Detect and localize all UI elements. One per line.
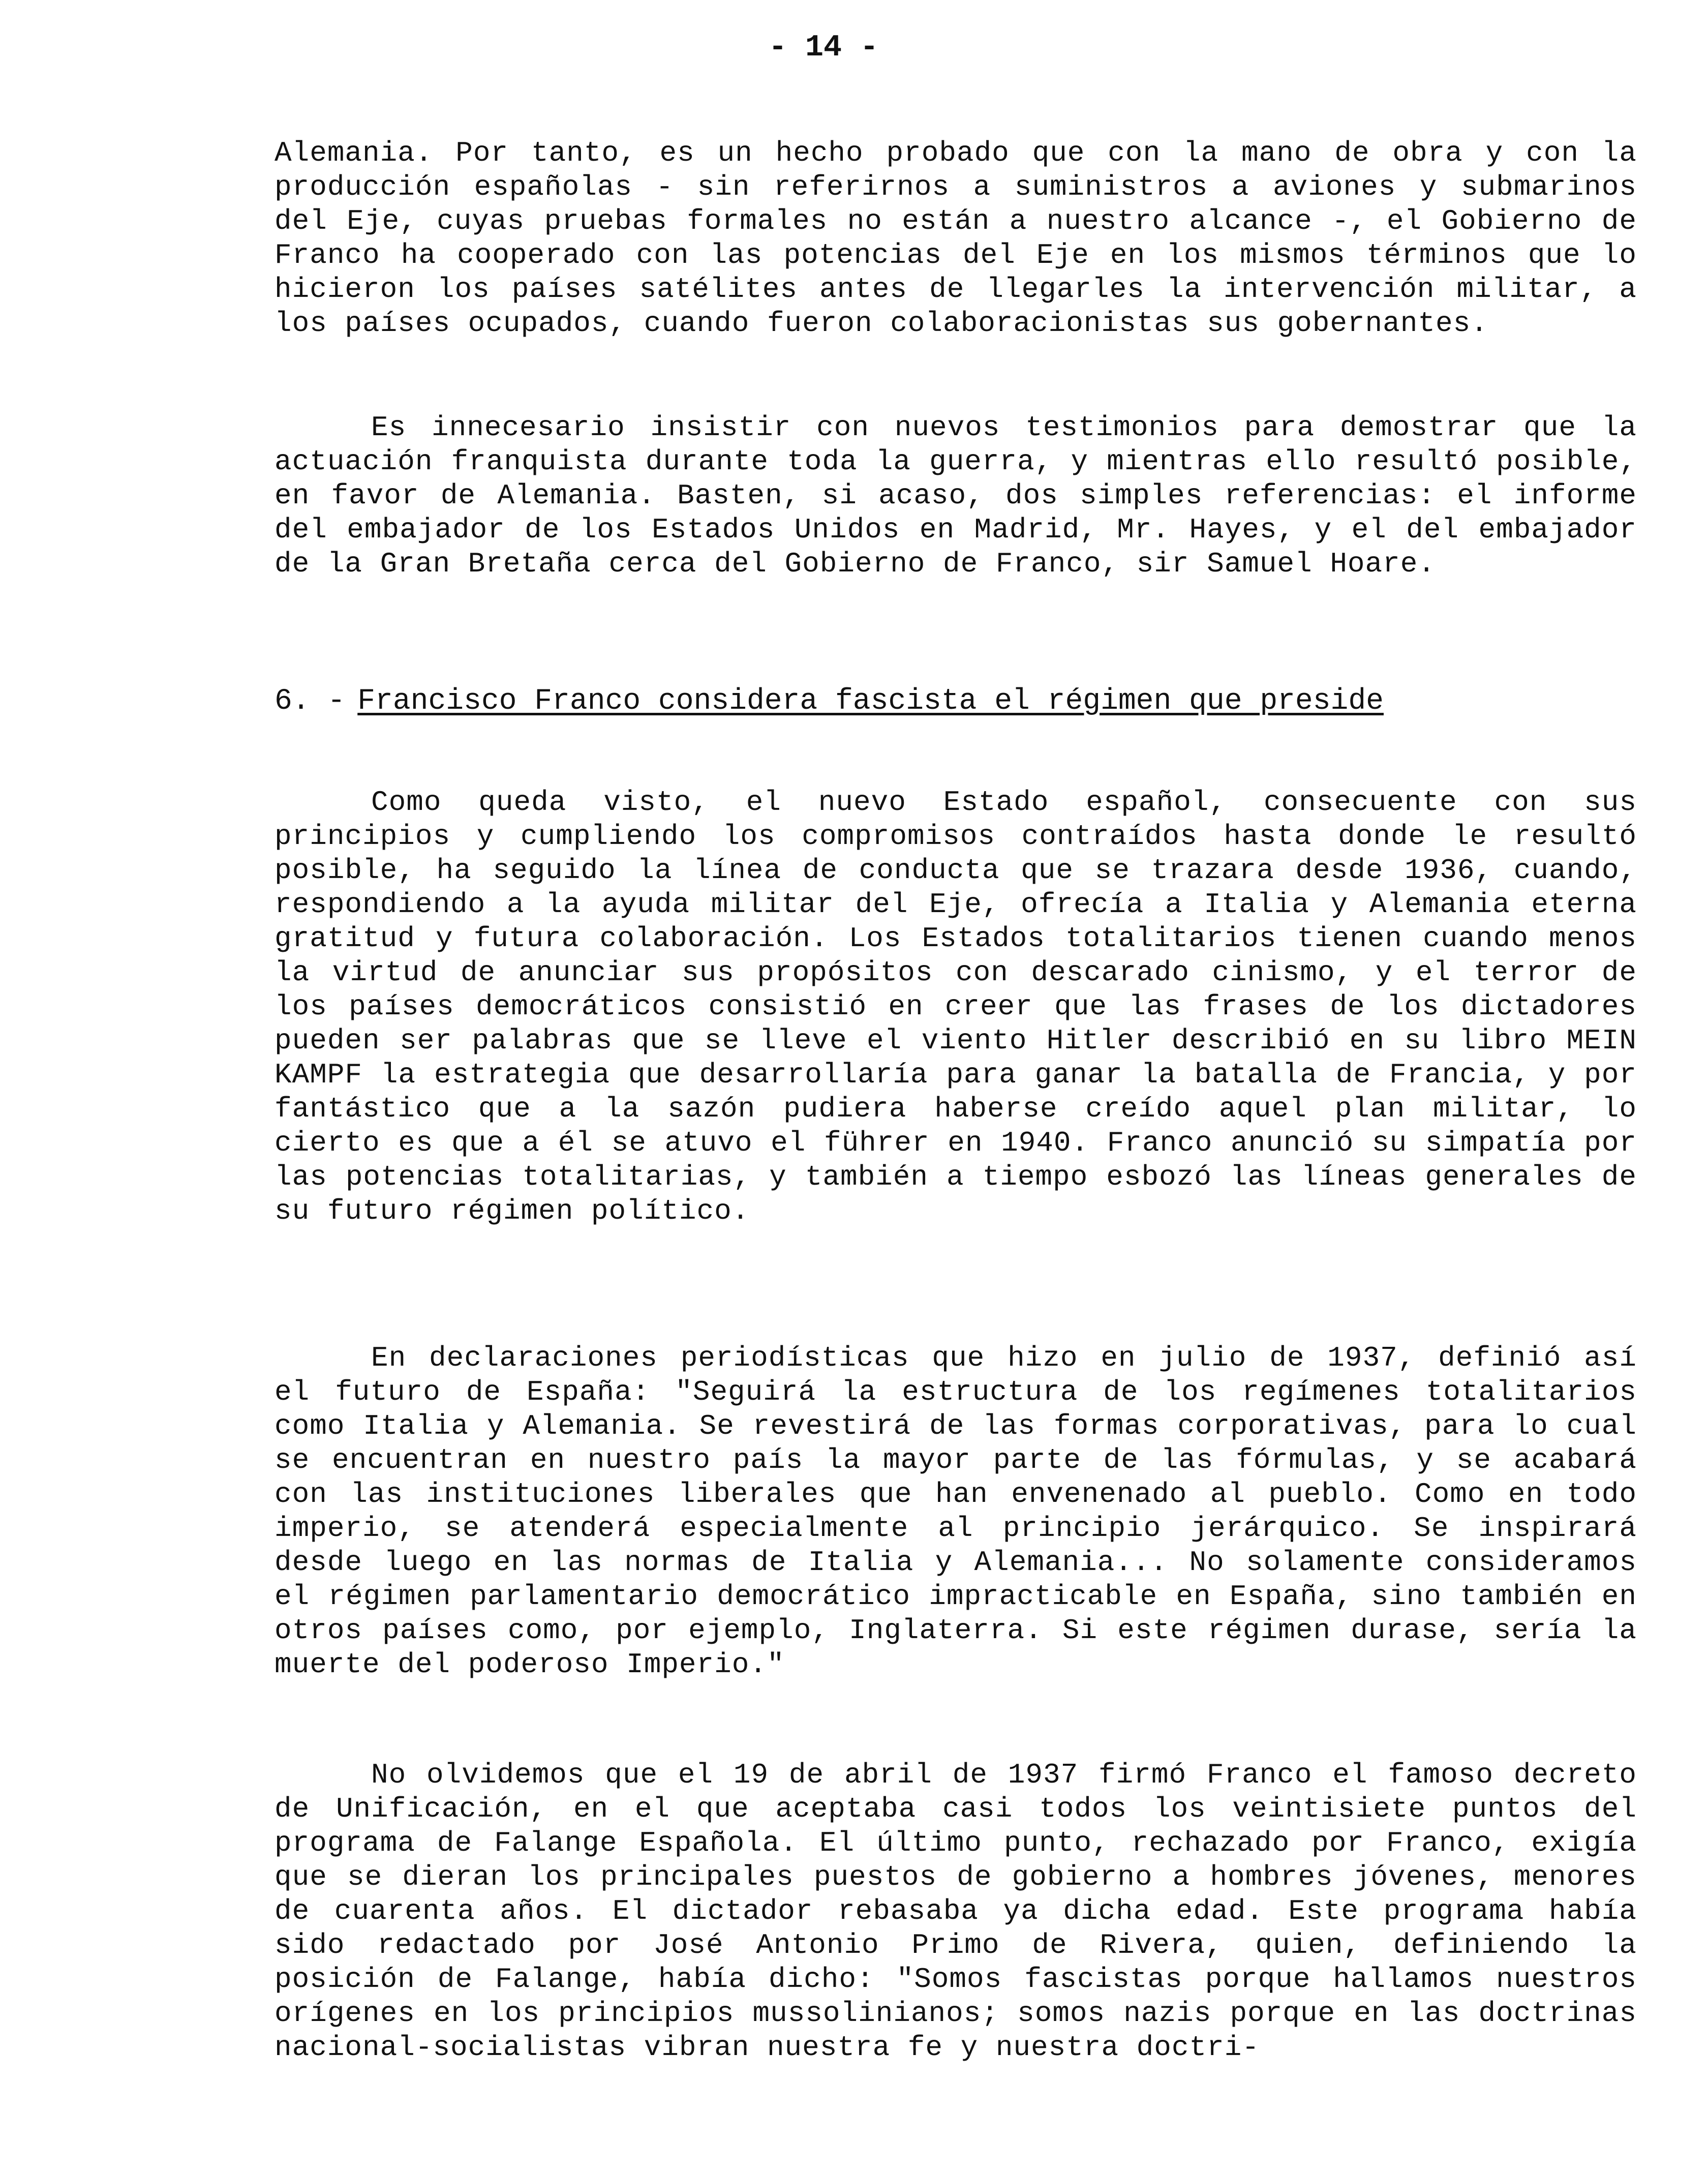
section-heading xyxy=(274,684,1647,719)
section-number: 6. - xyxy=(274,685,346,718)
section-title: Francisco Franco considera fascista el régimen que preside xyxy=(357,685,1384,718)
paragraph: En declaraciones periodísticas que hizo en julio de 1937, definió así el futuro de España: "Seguirá la estructura de los regímenes totalitarios como Italia y Alemania. Se revestirá de las formas corporativas, para lo cual se encuentran en nuestro país la mayor parte de las fórmulas, y se acabará con las instituciones liberales que han envenenado al pueblo. Como en todo imperio, se atenderá especialmente al principio jerárquico. Se inspirará desde luego en las normas de Italia y Alemania... No solamente consideramos el régimen parlamentario democrático impracticable en España, sino también en otros países como, por ejemplo, Inglaterra. Si este régimen durase, sería la muerte del poderoso Imperio." xyxy=(274,1342,1637,1681)
page-number: - 14 - xyxy=(768,31,879,65)
paragraph: Alemania. Por tanto, es un hecho probado que con la mano de obra y con la producción españolas - sin referirnos a suministros a aviones y submarinos del Eje, cuyas pruebas formales no están a nuestro alcance -, el Gobierno de Franco ha cooperado con las potencias del Eje en los mismos términos que lo hicieron los países satélites antes de llegarles la intervención militar, a los países ocupados, cuando fueron colaboracionistas sus gobernantes. xyxy=(274,137,1637,340)
paragraph: Como queda visto, el nuevo Estado español, consecuente con sus principios y cumpliendo los compromisos contraídos hasta donde le resultó posible, ha seguido la línea de conducta que se trazara desde 1936, cuando, respondiendo a la ayuda militar del Eje, ofrecía a Italia y Alemania eterna gratitud y futura colaboración. Los Estados totalitarios tienen cuando menos la virtud de anunciar sus propósitos con descarado cinismo, y el terror de los países democráticos consistió en creer que las frases de los dictadores pueden ser palabras que se lleve el viento Hitler describió en su libro MEIN KAMPF la estrategia que desarrollaría para ganar la batalla de Francia, y por fantástico que a la sazón pudiera haberse creído aquel plan militar, lo cierto es que a él se atuvo el führer en 1940. Franco anunció su simpatía por las potencias totalitarias, y también a tiempo esbozó las líneas generales de su futuro régimen político. xyxy=(274,786,1637,1227)
paragraph: No olvidemos que el 19 de abril de 1937 firmó Franco el famoso decreto de Unificación, en el que aceptaba casi todos los veintisiete puntos del programa de Falange Española. El último punto, rechazado por Franco, exigía que se dieran los principales puestos de gobierno a hombres jóvenes, menores de cuarenta años. El dictador rebasaba ya dicha edad. Este programa había sido redactado por José Antonio Primo de Rivera, quien, definiendo la posición de Falange, había dicho: "Somos fascistas porque hallamos nuestros orígenes en los principios mussolinianos; somos nazis porque en las doctrinas nacional-socialistas vibran nuestra fe y nuestra doctri- xyxy=(274,1759,1637,2064)
paragraph: Es innecesario insistir con nuevos testimonios para demostrar que la actuación franquista durante toda la guerra, y mientras ello resultó posible, en favor de Alemania. Basten, si acaso, dos simples referencias: el informe del embajador de los Estados Unidos en Madrid, Mr. Hayes, y el del embajador de la Gran Bretaña cerca del Gobierno de Franco, sir Samuel Hoare. xyxy=(274,411,1637,580)
